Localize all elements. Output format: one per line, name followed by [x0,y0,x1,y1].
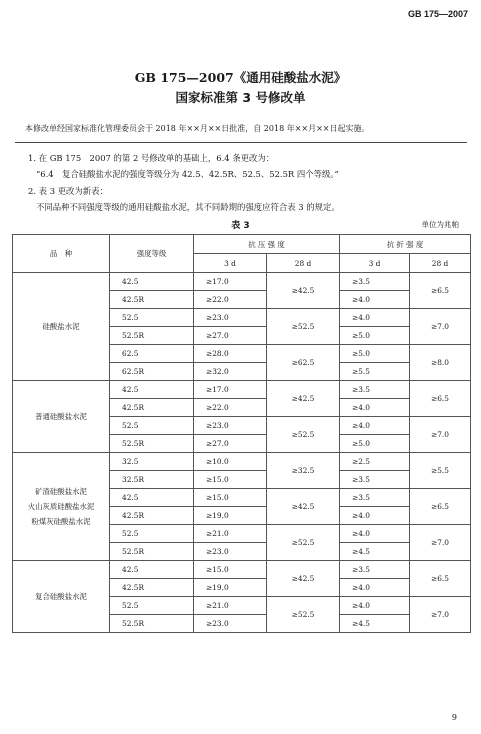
header-flexural-28d: 28 d [410,254,471,273]
strength-grade: 52.5 [110,309,194,327]
compressive-28d: ≥52.5 [267,417,340,453]
flexural-3d: ≥3.5 [340,561,410,579]
variety-name [13,273,110,381]
compressive-3d: ≥15.0 [194,471,267,489]
table-unit: 单位为兆帕 [421,220,459,229]
header-standard-code: GB 175—2007 [407,9,468,19]
compressive-28d: ≥52.5 [267,309,340,345]
item-2: 2. 表 3 更改为新表： [28,186,108,196]
variety-name [13,381,110,453]
item-2-text: 不同品种不同强度等级的通用硅酸盐水泥，其不同龄期的强度应符合表 3 的规定。 [36,202,340,212]
compressive-3d: ≥23.0 [194,309,267,327]
flexural-3d: ≥5.0 [340,435,410,453]
flexural-28d: ≥7.0 [410,309,471,345]
strength-grade: 52.5 [110,597,194,615]
strength-grade: 42.5R [110,399,194,417]
flexural-28d: ≥6.5 [410,489,471,525]
variety-name-line: 粉煤灰硅酸盐水泥 [31,517,91,526]
compressive-3d: ≥22.0 [194,291,267,309]
flexural-3d: ≥3.5 [340,471,410,489]
flexural-3d: ≥3.5 [340,381,410,399]
flexural-3d: ≥4.0 [340,309,410,327]
strength-grade: 42.5 [110,273,194,291]
compressive-28d: ≥52.5 [267,597,340,633]
compressive-3d: ≥19.0 [194,507,267,525]
compressive-3d: ≥28.0 [194,345,267,363]
flexural-3d: ≥5.0 [340,345,410,363]
flexural-3d: ≥4.0 [340,525,410,543]
flexural-3d: ≥4.0 [340,597,410,615]
flexural-28d: ≥7.0 [410,597,471,633]
strength-table [12,234,471,633]
flexural-3d: ≥3.5 [340,273,410,291]
flexural-3d: ≥4.0 [340,507,410,525]
compressive-28d: ≥52.5 [267,525,340,561]
table-body [13,273,471,633]
flexural-3d: ≥2.5 [340,453,410,471]
strength-grade: 32.5 [110,453,194,471]
variety-name-line: 硅酸盐水泥 [42,322,80,331]
strength-grade: 42.5 [110,561,194,579]
flexural-28d: ≥6.5 [410,561,471,597]
compressive-3d: ≥17.0 [194,273,267,291]
flexural-3d: ≥4.0 [340,291,410,309]
table-row [13,381,471,399]
flexural-3d: ≥4.5 [340,615,410,633]
compressive-3d: ≥17.0 [194,381,267,399]
compressive-3d: ≥32.0 [194,363,267,381]
strength-grade: 52.5 [110,525,194,543]
compressive-3d: ≥27.0 [194,327,267,345]
flexural-28d: ≥6.5 [410,381,471,417]
variety-name-line: 矿渣硅酸盐水泥 [35,487,87,496]
compressive-3d: ≥23.0 [194,543,267,561]
variety-name-line: 复合硅酸盐水泥 [35,592,87,601]
strength-grade: 42.5R [110,291,194,309]
flexural-28d: ≥8.0 [410,345,471,381]
flexural-3d: ≥3.5 [340,489,410,507]
header-compressive: 抗 压 强 度 [194,235,340,254]
compressive-3d: ≥23.0 [194,417,267,435]
table-row [13,453,471,471]
flexural-28d: ≥6.5 [410,273,471,309]
compressive-3d: ≥10.0 [194,453,267,471]
table-title: 表 3 [231,221,250,231]
strength-grade: 42.5 [110,489,194,507]
strength-grade: 42.5R [110,507,194,525]
table-row [13,561,471,579]
flexural-3d: ≥4.0 [340,399,410,417]
page-number: 9 [451,713,457,722]
compressive-3d: ≥15.0 [194,561,267,579]
flexural-3d: ≥5.5 [340,363,410,381]
approval-statement: 本修改单经国家标准化管理委员会于 2018 年××月××日批准，自 2018 年××月××日起实施。 [25,124,370,133]
variety-name [13,453,110,561]
header-variety: 品 种 [13,235,110,273]
compressive-3d: ≥19.0 [194,579,267,597]
strength-grade: 42.5 [110,381,194,399]
variety-name [13,561,110,633]
flexural-3d: ≥5.0 [340,327,410,345]
item-1-quote: “6.4 复合硅酸盐水泥的强度等级分为 42.5、42.5R、52.5、52.5R 四个等级。” [36,169,339,179]
flexural-28d: ≥7.0 [410,525,471,561]
strength-grade: 32.5R [110,471,194,489]
strength-grade: 62.5R [110,363,194,381]
compressive-28d: ≥32.5 [267,453,340,489]
document-title: GB 175—2007《通用硅酸盐水泥》 [134,70,347,85]
flexural-3d: ≥4.5 [340,543,410,561]
compressive-3d: ≥21.0 [194,525,267,543]
header-flexural-3d: 3 d [340,254,410,273]
variety-name-line: 火山灰质硅酸盐水泥 [27,502,95,511]
strength-grade: 62.5 [110,345,194,363]
compressive-28d: ≥62.5 [267,345,340,381]
flexural-28d: ≥5.5 [410,453,471,489]
compressive-28d: ≥42.5 [267,273,340,309]
variety-name-line: 普通硅酸盐水泥 [35,412,87,421]
compressive-3d: ≥22.0 [194,399,267,417]
compressive-28d: ≥42.5 [267,489,340,525]
document-subtitle: 国家标准第 3 号修改单 [175,90,306,105]
strength-grade: 52.5 [110,417,194,435]
strength-grade: 52.5R [110,327,194,345]
strength-grade: 42.5R [110,579,194,597]
table-row [13,273,471,291]
divider [15,142,467,143]
compressive-3d: ≥23.0 [194,615,267,633]
compressive-3d: ≥27.0 [194,435,267,453]
flexural-3d: ≥4.0 [340,417,410,435]
header-grade: 强度等级 [110,235,194,273]
flexural-28d: ≥7.0 [410,417,471,453]
flexural-3d: ≥4.0 [340,579,410,597]
header-compressive-3d: 3 d [194,254,267,273]
strength-grade: 52.5R [110,543,194,561]
header-flexural: 抗 折 强 度 [340,235,471,254]
compressive-3d: ≥21.0 [194,597,267,615]
item-1: 1. 在 GB 175 2007 的第 2 号修改单的基础上，6.4 条更改为： [28,153,275,163]
compressive-3d: ≥15.0 [194,489,267,507]
strength-grade: 52.5R [110,615,194,633]
header-compressive-28d: 28 d [267,254,340,273]
strength-grade: 52.5R [110,435,194,453]
compressive-28d: ≥42.5 [267,381,340,417]
compressive-28d: ≥42.5 [267,561,340,597]
